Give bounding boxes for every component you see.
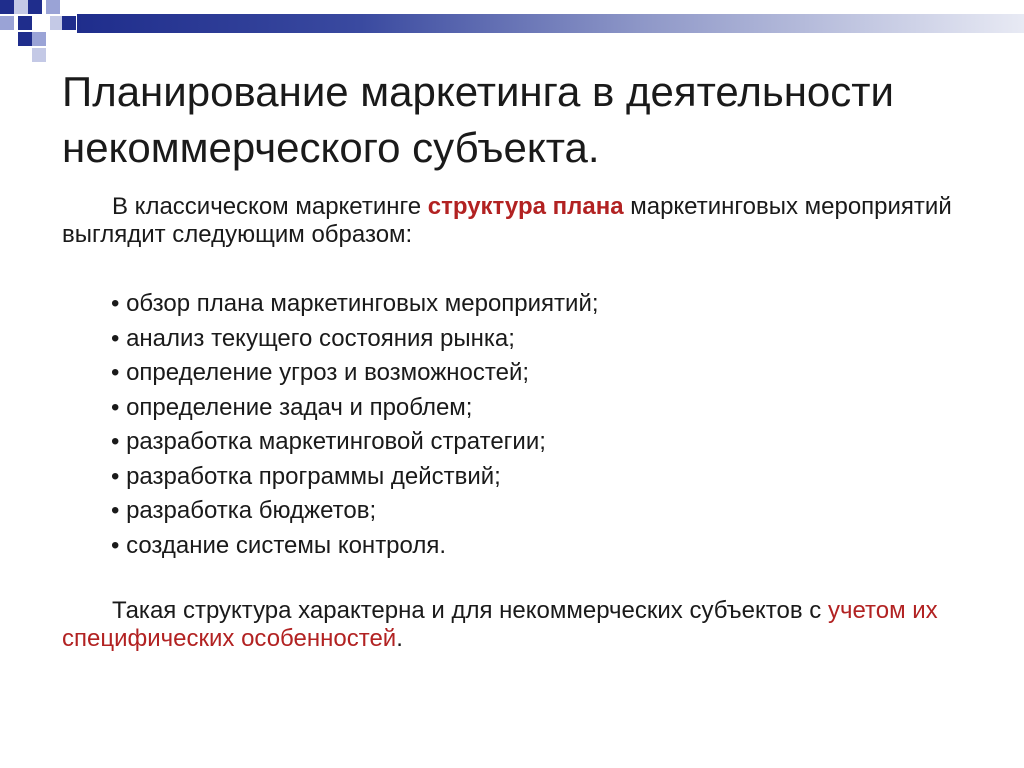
intro-paragraph	[62, 193, 1002, 249]
outro-text-after: .	[396, 625, 403, 652]
outro-text-before: Такая структура характерна и для некоммерческих субъектов с	[112, 597, 828, 624]
list-item: • обзор плана маркетинговых мероприятий;	[111, 290, 599, 317]
list-item: • разработка бюджетов;	[111, 497, 377, 524]
slide-title-line-2: некоммерческого субъекта.	[62, 124, 600, 171]
plan-structure-list	[111, 290, 599, 566]
outro-highlight: учетом их специфических особенностей	[62, 597, 938, 652]
deco-square-navy-4	[62, 16, 76, 30]
intro-text-before: В классическом маркетинге	[112, 193, 428, 220]
list-item: • анализ текущего состояния рынка;	[111, 324, 515, 352]
slide-title-line-1: Планирование маркетинга в деятельности	[62, 68, 894, 115]
deco-square-navy-1	[0, 0, 14, 14]
list-item: • создание системы контроля.	[111, 531, 447, 559]
deco-square-navy-3	[18, 16, 32, 30]
list-item: • разработка маркетинговой стратегии;	[111, 428, 546, 455]
intro-highlight: структура плана	[427, 193, 624, 220]
list-item: • определение угроз и возможностей;	[111, 359, 530, 386]
deco-square-navy-2	[28, 0, 42, 14]
deco-square-lavender-5	[32, 32, 46, 46]
outro-paragraph	[62, 597, 1002, 653]
deco-square-lavender-2	[46, 0, 60, 14]
list-item: • определение задач и проблем;	[111, 393, 473, 421]
header-gradient-bar	[77, 14, 1024, 33]
deco-square-navy-5	[18, 32, 32, 46]
slide-title	[62, 64, 1002, 176]
deco-square-lavender-6	[32, 48, 46, 62]
list-item: • разработка программы действий;	[111, 462, 501, 490]
deco-square-lavender-1	[14, 0, 28, 14]
intro-text-after: маркетинговых мероприятий выглядит следующим образом:	[62, 193, 952, 248]
deco-square-lavender-3	[0, 16, 14, 30]
